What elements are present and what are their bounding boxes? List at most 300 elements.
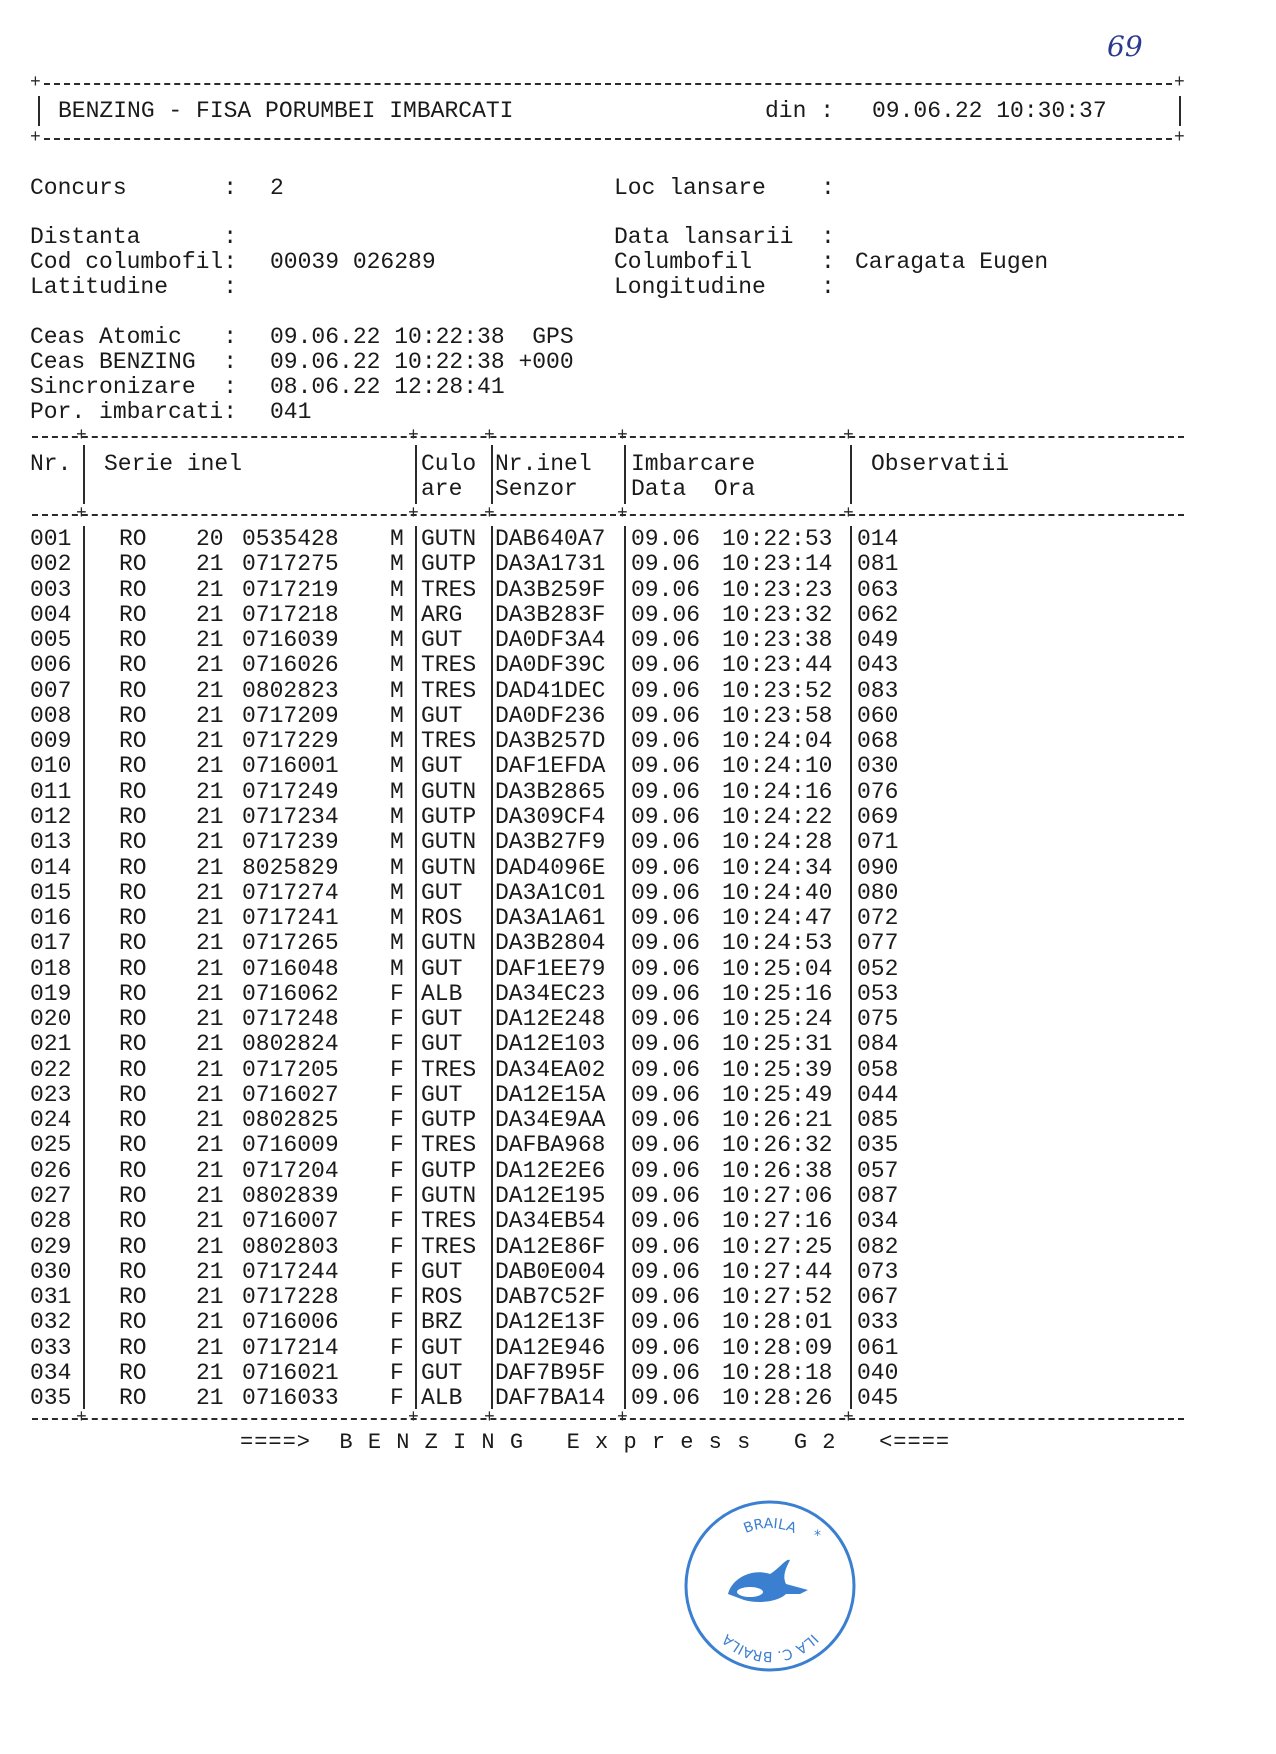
cell-an: 21 (196, 652, 224, 679)
table-row (0, 704, 1276, 729)
cell-observatii: 084 (857, 1031, 899, 1058)
cell-culoare: ROS (421, 1284, 463, 1311)
cell-ora: 10:25:31 (722, 1031, 833, 1058)
cell-sex: F (390, 980, 404, 1007)
cell-culoare: ROS (421, 905, 463, 932)
cell-an: 21 (196, 1284, 224, 1311)
table-row (0, 881, 1276, 906)
table-row (0, 1058, 1276, 1083)
report-date-label: din : (765, 98, 835, 124)
cell-culoare: GUTN (421, 930, 477, 957)
cell-nr: 016 (30, 905, 72, 932)
cell-nr-inel-senzor: DAD41DEC (495, 677, 606, 704)
cell-nr: 014 (30, 854, 72, 881)
cell-serie-inel: 0717244 (242, 1258, 339, 1285)
cell-observatii: 063 (857, 576, 899, 603)
cell-observatii: 083 (857, 677, 899, 704)
cell-nr: 029 (30, 1233, 72, 1260)
cell-culoare: GUT (421, 1081, 463, 1108)
cell-observatii: 067 (857, 1284, 899, 1311)
table-cross: + (843, 1408, 854, 1428)
cell-data: 09.06 (631, 879, 701, 906)
cell-an: 21 (196, 1359, 224, 1386)
cell-serie-inel: 8025829 (242, 854, 339, 881)
cell-nr-inel-senzor: DA3A1731 (495, 551, 606, 578)
header-top-border (44, 83, 1172, 85)
cell-tara: RO (119, 1031, 147, 1058)
cell-ora: 10:25:49 (722, 1081, 833, 1108)
header-corner-bottom-left: + (30, 128, 41, 148)
longitudine-label: Longitudine : (614, 274, 835, 300)
cell-sex: F (390, 1132, 404, 1159)
cell-an: 21 (196, 955, 224, 982)
ceas-benzing-value: 09.06.22 10:22:38 +000 (270, 349, 574, 375)
cell-serie-inel: 0802839 (242, 1183, 339, 1210)
cell-nr-inel-senzor: DA12E13F (495, 1309, 606, 1336)
cell-nr: 027 (30, 1183, 72, 1210)
cell-nr-inel-senzor: DAF1EE79 (495, 955, 606, 982)
cell-nr-inel-senzor: DAFBA968 (495, 1132, 606, 1159)
table-row (0, 653, 1276, 678)
cell-nr: 031 (30, 1284, 72, 1311)
cell-data: 09.06 (631, 1006, 701, 1033)
cell-sex: M (390, 677, 404, 704)
cell-data: 09.06 (631, 551, 701, 578)
cell-nr-inel-senzor: DA12E2E6 (495, 1157, 606, 1184)
cell-data: 09.06 (631, 702, 701, 729)
cell-sex: F (390, 1385, 404, 1412)
table-row (0, 1361, 1276, 1386)
cell-data: 09.06 (631, 1183, 701, 1210)
cell-tara: RO (119, 1359, 147, 1386)
cell-an: 21 (196, 980, 224, 1007)
cell-data: 09.06 (631, 1284, 701, 1311)
data-lansarii-label: Data lansarii : (614, 224, 835, 250)
cell-culoare: GUT (421, 1006, 463, 1033)
cell-tara: RO (119, 526, 147, 552)
cell-serie-inel: 0717228 (242, 1284, 339, 1311)
cell-ora: 10:25:24 (722, 1006, 833, 1033)
cell-tara: RO (119, 930, 147, 957)
cell-ora: 10:23:23 (722, 576, 833, 603)
concurs-label: Concurs : (30, 175, 238, 201)
cell-data: 09.06 (631, 854, 701, 881)
cell-nr: 002 (30, 551, 72, 578)
stamp-text-top: BRAILA (741, 1515, 799, 1537)
cell-nr-inel-senzor: DAB0E004 (495, 1258, 606, 1285)
cell-tara: RO (119, 1056, 147, 1083)
cell-data: 09.06 (631, 1258, 701, 1285)
cell-nr: 009 (30, 728, 72, 755)
report-date-value: 09.06.22 10:30:37 (872, 98, 1107, 124)
table-header-separator (32, 514, 1184, 516)
cell-nr-inel-senzor: DA3B259F (495, 576, 606, 603)
cell-an: 21 (196, 677, 224, 704)
cell-an: 21 (196, 1132, 224, 1159)
cell-ora: 10:23:32 (722, 601, 833, 628)
cell-nr-inel-senzor: DA12E946 (495, 1334, 606, 1361)
cell-culoare: TRES (421, 576, 477, 603)
table-row (0, 1133, 1276, 1158)
cell-sex: M (390, 879, 404, 906)
cell-ora: 10:27:16 (722, 1208, 833, 1235)
cell-an: 21 (196, 551, 224, 578)
cell-sex: M (390, 753, 404, 780)
table-row (0, 1386, 1276, 1411)
cell-observatii: 081 (857, 551, 899, 578)
cell-culoare: GUT (421, 1031, 463, 1058)
cell-an: 21 (196, 1157, 224, 1184)
cell-tara: RO (119, 551, 147, 578)
cell-tara: RO (119, 854, 147, 881)
table-row (0, 780, 1276, 805)
table-cross: + (843, 426, 854, 446)
cell-data: 09.06 (631, 1132, 701, 1159)
cell-ora: 10:24:16 (722, 778, 833, 805)
cell-sex: M (390, 955, 404, 982)
table-row (0, 754, 1276, 779)
cell-observatii: 072 (857, 905, 899, 932)
cell-culoare: GUT (421, 627, 463, 654)
cell-observatii: 061 (857, 1334, 899, 1361)
cell-tara: RO (119, 1006, 147, 1033)
cell-culoare: TRES (421, 1208, 477, 1235)
cell-data: 09.06 (631, 652, 701, 679)
cell-an: 21 (196, 930, 224, 957)
cell-tara: RO (119, 652, 147, 679)
cell-culoare: ARG (421, 601, 463, 628)
por-imbarcati-label: Por. imbarcati: (30, 399, 238, 425)
cell-ora: 10:24:53 (722, 930, 833, 957)
cell-ora: 10:24:34 (722, 854, 833, 881)
cell-data: 09.06 (631, 526, 701, 552)
cell-data: 09.06 (631, 955, 701, 982)
cell-nr-inel-senzor: DAF1EFDA (495, 753, 606, 780)
cell-nr: 028 (30, 1208, 72, 1235)
cell-nr: 010 (30, 753, 72, 780)
cell-nr-inel-senzor: DAD4096E (495, 854, 606, 881)
cell-culoare: GUTN (421, 1183, 477, 1210)
table-row (0, 603, 1276, 628)
cell-serie-inel: 0802824 (242, 1031, 339, 1058)
cell-data: 09.06 (631, 576, 701, 603)
cell-nr-inel-senzor: DAF7B95F (495, 1359, 606, 1386)
cell-culoare: GUT (421, 879, 463, 906)
cell-tara: RO (119, 728, 147, 755)
col-header-nr-inel-2: Senzor (495, 476, 578, 502)
stamp-star-icon: * (814, 1528, 821, 1544)
cell-tara: RO (119, 778, 147, 805)
cell-serie-inel: 0717275 (242, 551, 339, 578)
cell-serie-inel: 0716026 (242, 652, 339, 679)
cell-tara: RO (119, 1385, 147, 1412)
cell-ora: 10:25:16 (722, 980, 833, 1007)
cell-sex: F (390, 1258, 404, 1285)
cell-nr-inel-senzor: DA12E248 (495, 1006, 606, 1033)
cell-culoare: GUT (421, 1334, 463, 1361)
cell-culoare: GUTP (421, 1157, 477, 1184)
cell-data: 09.06 (631, 1081, 701, 1108)
cell-serie-inel: 0802825 (242, 1107, 339, 1134)
cell-data: 09.06 (631, 980, 701, 1007)
cell-culoare: TRES (421, 1233, 477, 1260)
cell-an: 21 (196, 1031, 224, 1058)
cell-data: 09.06 (631, 728, 701, 755)
cell-sex: F (390, 1183, 404, 1210)
columbofil-value: Caragata Eugen (855, 249, 1049, 275)
col-divider (415, 445, 417, 504)
cell-sex: F (390, 1359, 404, 1386)
cell-tara: RO (119, 1157, 147, 1184)
cell-ora: 10:25:04 (722, 955, 833, 982)
cell-data: 09.06 (631, 1107, 701, 1134)
cell-ora: 10:23:44 (722, 652, 833, 679)
cell-an: 21 (196, 905, 224, 932)
cell-data: 09.06 (631, 1056, 701, 1083)
cell-culoare: TRES (421, 652, 477, 679)
cell-tara: RO (119, 905, 147, 932)
cell-tara: RO (119, 753, 147, 780)
cell-data: 09.06 (631, 627, 701, 654)
header-corner-top-left: + (30, 73, 41, 93)
table-row (0, 957, 1276, 982)
cell-an: 21 (196, 1233, 224, 1260)
table-cross: + (408, 426, 419, 446)
table-cross: + (484, 1408, 495, 1428)
cell-sex: M (390, 778, 404, 805)
cell-observatii: 035 (857, 1132, 899, 1159)
cell-tara: RO (119, 1107, 147, 1134)
footer-banner: ====> B E N Z I N G E x p r e s s G 2 <==== (240, 1430, 951, 1455)
col-header-culoare-1: Culo (421, 451, 477, 477)
cell-observatii: 076 (857, 778, 899, 805)
cell-ora: 10:28:26 (722, 1385, 833, 1412)
cell-ora: 10:23:38 (722, 627, 833, 654)
latitudine-label: Latitudine : (30, 274, 238, 300)
cell-nr: 025 (30, 1132, 72, 1159)
cell-sex: F (390, 1056, 404, 1083)
cell-nr: 026 (30, 1157, 72, 1184)
table-row (0, 982, 1276, 1007)
cell-culoare: TRES (421, 1132, 477, 1159)
cod-columbofil-label: Cod columbofil: (30, 249, 238, 275)
cell-tara: RO (119, 1183, 147, 1210)
table-row (0, 1007, 1276, 1032)
table-row (0, 830, 1276, 855)
col-header-observatii: Observatii (871, 451, 1010, 477)
col-header-imbarcare-2: Data Ora (631, 476, 756, 502)
table-row (0, 527, 1276, 552)
cell-culoare: GUT (421, 955, 463, 982)
cell-tara: RO (119, 803, 147, 830)
table-row (0, 578, 1276, 603)
cell-data: 09.06 (631, 753, 701, 780)
cell-serie-inel: 0716009 (242, 1132, 339, 1159)
cell-nr: 015 (30, 879, 72, 906)
cell-serie-inel: 0716006 (242, 1309, 339, 1336)
cell-tara: RO (119, 879, 147, 906)
cell-serie-inel: 0717248 (242, 1006, 339, 1033)
header-bottom-border (44, 138, 1172, 140)
cell-ora: 10:23:58 (722, 702, 833, 729)
cell-serie-inel: 0802823 (242, 677, 339, 704)
cell-observatii: 014 (857, 526, 899, 552)
cell-ora: 10:26:21 (722, 1107, 833, 1134)
table-cross: + (617, 504, 628, 524)
cell-ora: 10:24:47 (722, 905, 833, 932)
cell-an: 21 (196, 702, 224, 729)
cell-sex: F (390, 1233, 404, 1260)
cell-an: 21 (196, 1081, 224, 1108)
header-corner-top-right: + (1174, 73, 1185, 93)
cell-ora: 10:24:10 (722, 753, 833, 780)
cell-tara: RO (119, 955, 147, 982)
cell-tara: RO (119, 1081, 147, 1108)
cell-ora: 10:27:52 (722, 1284, 833, 1311)
cell-nr: 034 (30, 1359, 72, 1386)
cell-serie-inel: 0716039 (242, 627, 339, 654)
col-header-culoare-2: are (421, 476, 463, 502)
cell-nr: 004 (30, 601, 72, 628)
cell-an: 21 (196, 1385, 224, 1412)
cell-data: 09.06 (631, 1031, 701, 1058)
table-cross: + (617, 1408, 628, 1428)
cell-observatii: 073 (857, 1258, 899, 1285)
cell-ora: 10:28:18 (722, 1359, 833, 1386)
cell-culoare: GUTP (421, 803, 477, 830)
cell-culoare: GUT (421, 753, 463, 780)
cell-tara: RO (119, 980, 147, 1007)
cell-serie-inel: 0535428 (242, 526, 339, 552)
cell-nr: 012 (30, 803, 72, 830)
cell-observatii: 082 (857, 1233, 899, 1260)
cell-ora: 10:24:04 (722, 728, 833, 755)
cell-observatii: 058 (857, 1056, 899, 1083)
cell-nr: 013 (30, 829, 72, 856)
cell-sex: F (390, 1208, 404, 1235)
cell-nr-inel-senzor: DA3A1C01 (495, 879, 606, 906)
cell-ora: 10:28:01 (722, 1309, 833, 1336)
cell-nr: 030 (30, 1258, 72, 1285)
cell-sex: F (390, 1284, 404, 1311)
cell-sex: F (390, 1081, 404, 1108)
cell-observatii: 044 (857, 1081, 899, 1108)
cell-nr-inel-senzor: DAB7C52F (495, 1284, 606, 1311)
cell-data: 09.06 (631, 1157, 701, 1184)
cell-observatii: 045 (857, 1385, 899, 1412)
cell-observatii: 030 (857, 753, 899, 780)
cell-tara: RO (119, 1334, 147, 1361)
cell-tara: RO (119, 1208, 147, 1235)
header-corner-bottom-right: + (1174, 128, 1185, 148)
table-cross: + (484, 426, 495, 446)
cell-serie-inel: 0716027 (242, 1081, 339, 1108)
cell-data: 09.06 (631, 1359, 701, 1386)
cell-nr: 024 (30, 1107, 72, 1134)
cell-nr: 008 (30, 702, 72, 729)
col-header-nr: Nr. (30, 451, 72, 477)
cell-nr: 032 (30, 1309, 72, 1336)
cell-nr-inel-senzor: DA12E15A (495, 1081, 606, 1108)
cell-data: 09.06 (631, 1208, 701, 1235)
cell-observatii: 049 (857, 627, 899, 654)
cell-observatii: 071 (857, 829, 899, 856)
cell-serie-inel: 0717219 (242, 576, 339, 603)
cell-tara: RO (119, 677, 147, 704)
cell-nr-inel-senzor: DA12E86F (495, 1233, 606, 1260)
cell-observatii: 033 (857, 1309, 899, 1336)
loc-lansare-label: Loc lansare : (614, 175, 835, 201)
cell-an: 21 (196, 803, 224, 830)
cell-sex: M (390, 652, 404, 679)
cell-serie-inel: 0717274 (242, 879, 339, 906)
cell-sex: M (390, 803, 404, 830)
cell-sex: M (390, 576, 404, 603)
col-header-imbarcare-1: Imbarcare (631, 451, 756, 477)
cell-ora: 10:24:40 (722, 879, 833, 906)
columbofil-label: Columbofil : (614, 249, 835, 275)
cell-observatii: 068 (857, 728, 899, 755)
cell-serie-inel: 0717205 (242, 1056, 339, 1083)
cell-sex: F (390, 1006, 404, 1033)
report-title: BENZING - FISA PORUMBEI IMBARCATI (58, 98, 514, 124)
cell-ora: 10:26:32 (722, 1132, 833, 1159)
cell-nr-inel-senzor: DA34E9AA (495, 1107, 606, 1134)
cell-culoare: GUTN (421, 778, 477, 805)
cell-serie-inel: 0717214 (242, 1334, 339, 1361)
cell-observatii: 034 (857, 1208, 899, 1235)
cell-tara: RO (119, 576, 147, 603)
cell-nr-inel-senzor: DA0DF3A4 (495, 627, 606, 654)
table-row (0, 931, 1276, 956)
cell-serie-inel: 0716033 (242, 1385, 339, 1412)
cell-an: 21 (196, 1183, 224, 1210)
cell-an: 21 (196, 627, 224, 654)
cell-serie-inel: 0717234 (242, 803, 339, 830)
cell-ora: 10:23:14 (722, 551, 833, 578)
club-stamp (682, 1498, 858, 1674)
col-divider (850, 445, 852, 504)
cell-nr: 020 (30, 1006, 72, 1033)
cell-nr-inel-senzor: DA3B27F9 (495, 829, 606, 856)
table-row (0, 906, 1276, 931)
table-row (0, 1032, 1276, 1057)
table-cross: + (843, 504, 854, 524)
cell-observatii: 077 (857, 930, 899, 957)
cell-nr: 006 (30, 652, 72, 679)
cell-ora: 10:26:38 (722, 1157, 833, 1184)
cell-an: 21 (196, 1006, 224, 1033)
cell-ora: 10:24:28 (722, 829, 833, 856)
table-row (0, 552, 1276, 577)
cell-serie-inel: 0717204 (242, 1157, 339, 1184)
cell-nr-inel-senzor: DA34EC23 (495, 980, 606, 1007)
cell-serie-inel: 0716048 (242, 955, 339, 982)
stamp-text-bottom: ILA C. BRAILA (719, 1630, 821, 1665)
table-cross: + (76, 426, 87, 446)
cell-culoare: GUTN (421, 526, 477, 552)
cell-serie-inel: 0716001 (242, 753, 339, 780)
cell-ora: 10:24:22 (722, 803, 833, 830)
cell-data: 09.06 (631, 930, 701, 957)
col-header-nr-inel-1: Nr.inel (495, 451, 592, 477)
cell-observatii: 075 (857, 1006, 899, 1033)
cell-data: 09.06 (631, 1334, 701, 1361)
cell-data: 09.06 (631, 1233, 701, 1260)
cell-observatii: 069 (857, 803, 899, 830)
cell-nr: 019 (30, 980, 72, 1007)
cell-data: 09.06 (631, 778, 701, 805)
